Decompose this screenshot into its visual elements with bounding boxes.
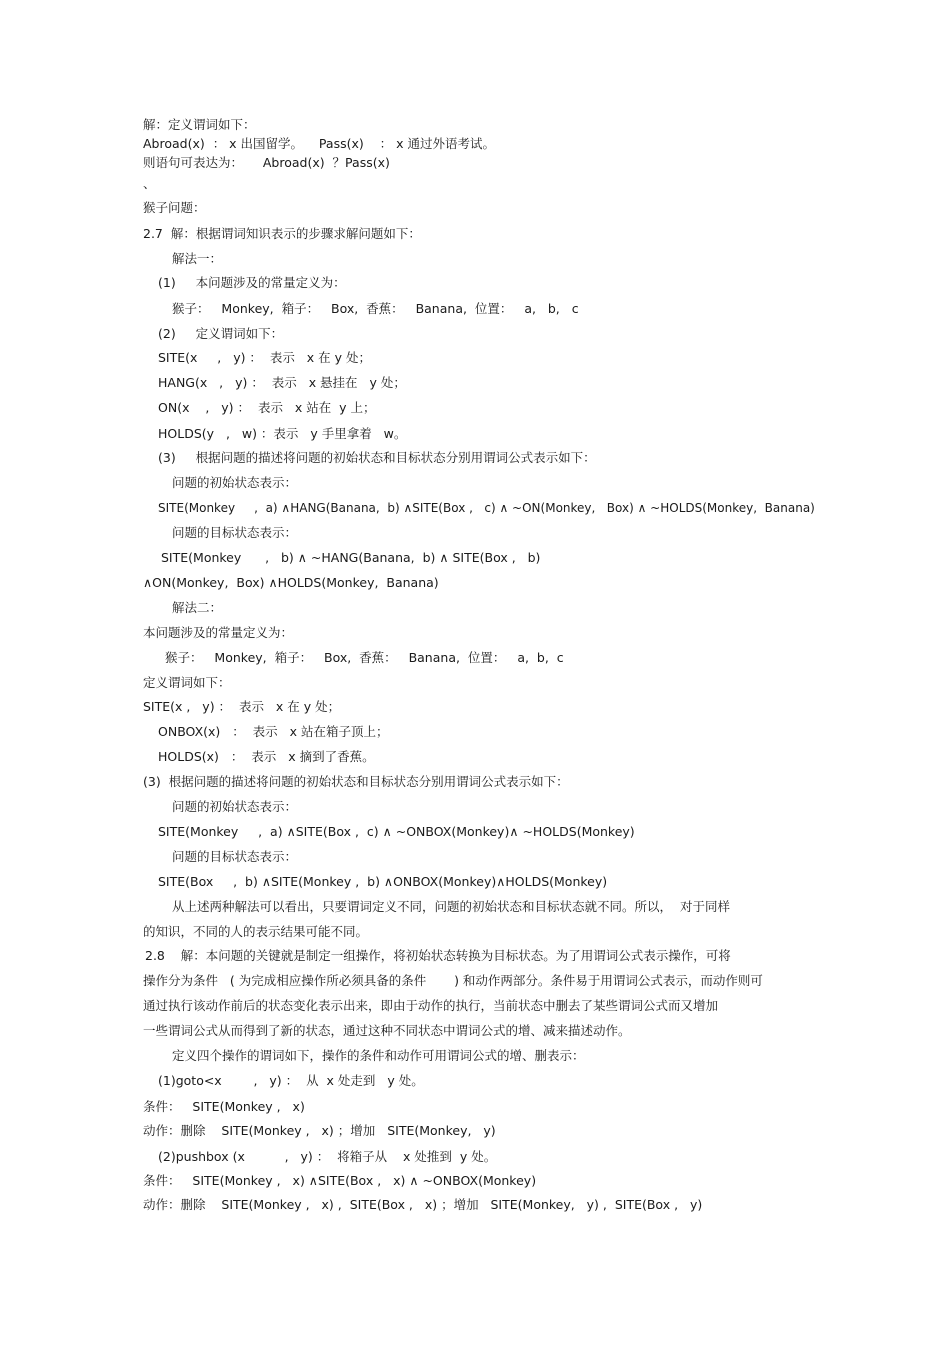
text-line: 动作：删除 SITE(Monkey , x) ；增加 SITE(Monkey, y) <box>143 1123 496 1138</box>
text-line: (1)goto<x , y) ： 从 x 处走到 y 处。 <box>158 1073 424 1088</box>
text-line: 解：定义谓词如下： <box>143 117 256 132</box>
text-line: 猴子： Monkey, 箱子： Box, 香蕉： Banana, 位置： a, b, c <box>165 650 564 665</box>
text-line: 解法二： <box>172 600 223 615</box>
text-line: SITE(Monkey , b) ∧ ~HANG(Banana, b) ∧ SITE(Box , b) <box>161 550 541 565</box>
text-line: 问题的目标状态表示： <box>172 525 298 540</box>
text-line: 从上述两种解法可以看出，只要谓词定义不同，问题的初始状态和目标状态就不同。所以， 对于同样 <box>172 899 730 914</box>
text-line: SITE(x , y) ： 表示 x 在 y 处； <box>143 699 341 714</box>
text-line: 的知识，不同的人的表示结果可能不同。 <box>143 924 369 939</box>
text-line: 问题的初始状态表示： <box>172 475 298 490</box>
text-line: 、 <box>143 176 156 191</box>
text-line: 2.8 解：本问题的关键就是制定一组操作，将初始状态转换为目标状态。为了用谓词公式表示操作，可将 <box>145 948 731 963</box>
text-line: HOLDS(y , w) ：表示 y 手里拿着 w。 <box>158 426 407 441</box>
text-line: 本问题涉及的常量定义为： <box>143 625 294 640</box>
text-line: 问题的目标状态表示： <box>172 849 298 864</box>
text-line: 猴子： Monkey, 箱子： Box, 香蕉： Banana, 位置： a, b, c <box>172 301 579 316</box>
text-line: 猴子问题： <box>143 200 206 215</box>
text-line: 2.7 解：根据谓词知识表示的步骤求解问题如下： <box>143 226 421 241</box>
text-line: SITE(Monkey , a) ∧HANG(Banana, b) ∧SITE(Box , c) ∧ ~ON(Monkey, Box) ∧ ~HOLDS(Monkey, Banana) <box>158 501 815 515</box>
text-line: 通过执行该动作前后的状态变化表示出来，即由于动作的执行，当前状态中删去了某些谓词公式而又增加 <box>143 998 719 1013</box>
text-line: 解法一： <box>172 251 223 266</box>
text-line: 一些谓词公式从而得到了新的状态，通过这种不同状态中谓词公式的增、减来描述动作。 <box>143 1023 631 1038</box>
text-line: (3) 根据问题的描述将问题的初始状态和目标状态分别用谓词公式表示如下： <box>143 774 569 789</box>
text-line: ONBOX(x) ： 表示 x 站在箱子顶上； <box>158 724 389 739</box>
text-line: 定义四个操作的谓词如下，操作的条件和动作可用谓词公式的增、删表示： <box>172 1048 585 1063</box>
text-line: SITE(Monkey , a) ∧SITE(Box , c) ∧ ~ONBOX(Monkey)∧ ~HOLDS(Monkey) <box>158 824 635 839</box>
text-line: HOLDS(x) ： 表示 x 摘到了香蕉。 <box>158 749 375 764</box>
text-line: 问题的初始状态表示： <box>172 799 298 814</box>
text-line: 动作：删除 SITE(Monkey , x) , SITE(Box , x) ；增加 SITE(Monkey, y) , SITE(Box , y) <box>143 1197 703 1212</box>
text-line: (3) 根据问题的描述将问题的初始状态和目标状态分别用谓词公式表示如下： <box>158 450 596 465</box>
text-line: 条件： SITE(Monkey , x) <box>143 1099 305 1114</box>
text-line: 操作分为条件 ( 为完成相应操作所必须具备的条件 ) 和动作两部分。条件易于用谓词公式表示，而动作则可 <box>143 973 763 988</box>
text-line: 定义谓词如下： <box>143 675 231 690</box>
text-line: 则语句可表达为： Abroad(x) ？Pass(x) <box>143 155 390 170</box>
text-line: 条件： SITE(Monkey , x) ∧SITE(Box , x) ∧ ~ONBOX(Monkey) <box>143 1173 537 1188</box>
text-line: Abroad(x) ： x 出国留学。 Pass(x) ： x 通过外语考试。 <box>143 136 495 151</box>
text-line: SITE(x , y) ： 表示 x 在 y 处； <box>158 350 372 365</box>
text-line: (2) 定义谓词如下： <box>158 326 284 341</box>
text-line: (2)pushbox (x , y) ： 将箱子从 x 处推到 y 处。 <box>158 1149 497 1164</box>
text-line: (1) 本问题涉及的常量定义为： <box>158 275 346 290</box>
text-line: ON(x , y) ： 表示 x 站在 y 上； <box>158 400 376 415</box>
text-line: ∧ON(Monkey, Box) ∧HOLDS(Monkey, Banana) <box>143 575 439 590</box>
text-line: SITE(Box , b) ∧SITE(Monkey , b) ∧ONBOX(Monkey)∧HOLDS(Monkey) <box>158 874 608 889</box>
text-line: HANG(x , y) ： 表示 x 悬挂在 y 处； <box>158 375 406 390</box>
